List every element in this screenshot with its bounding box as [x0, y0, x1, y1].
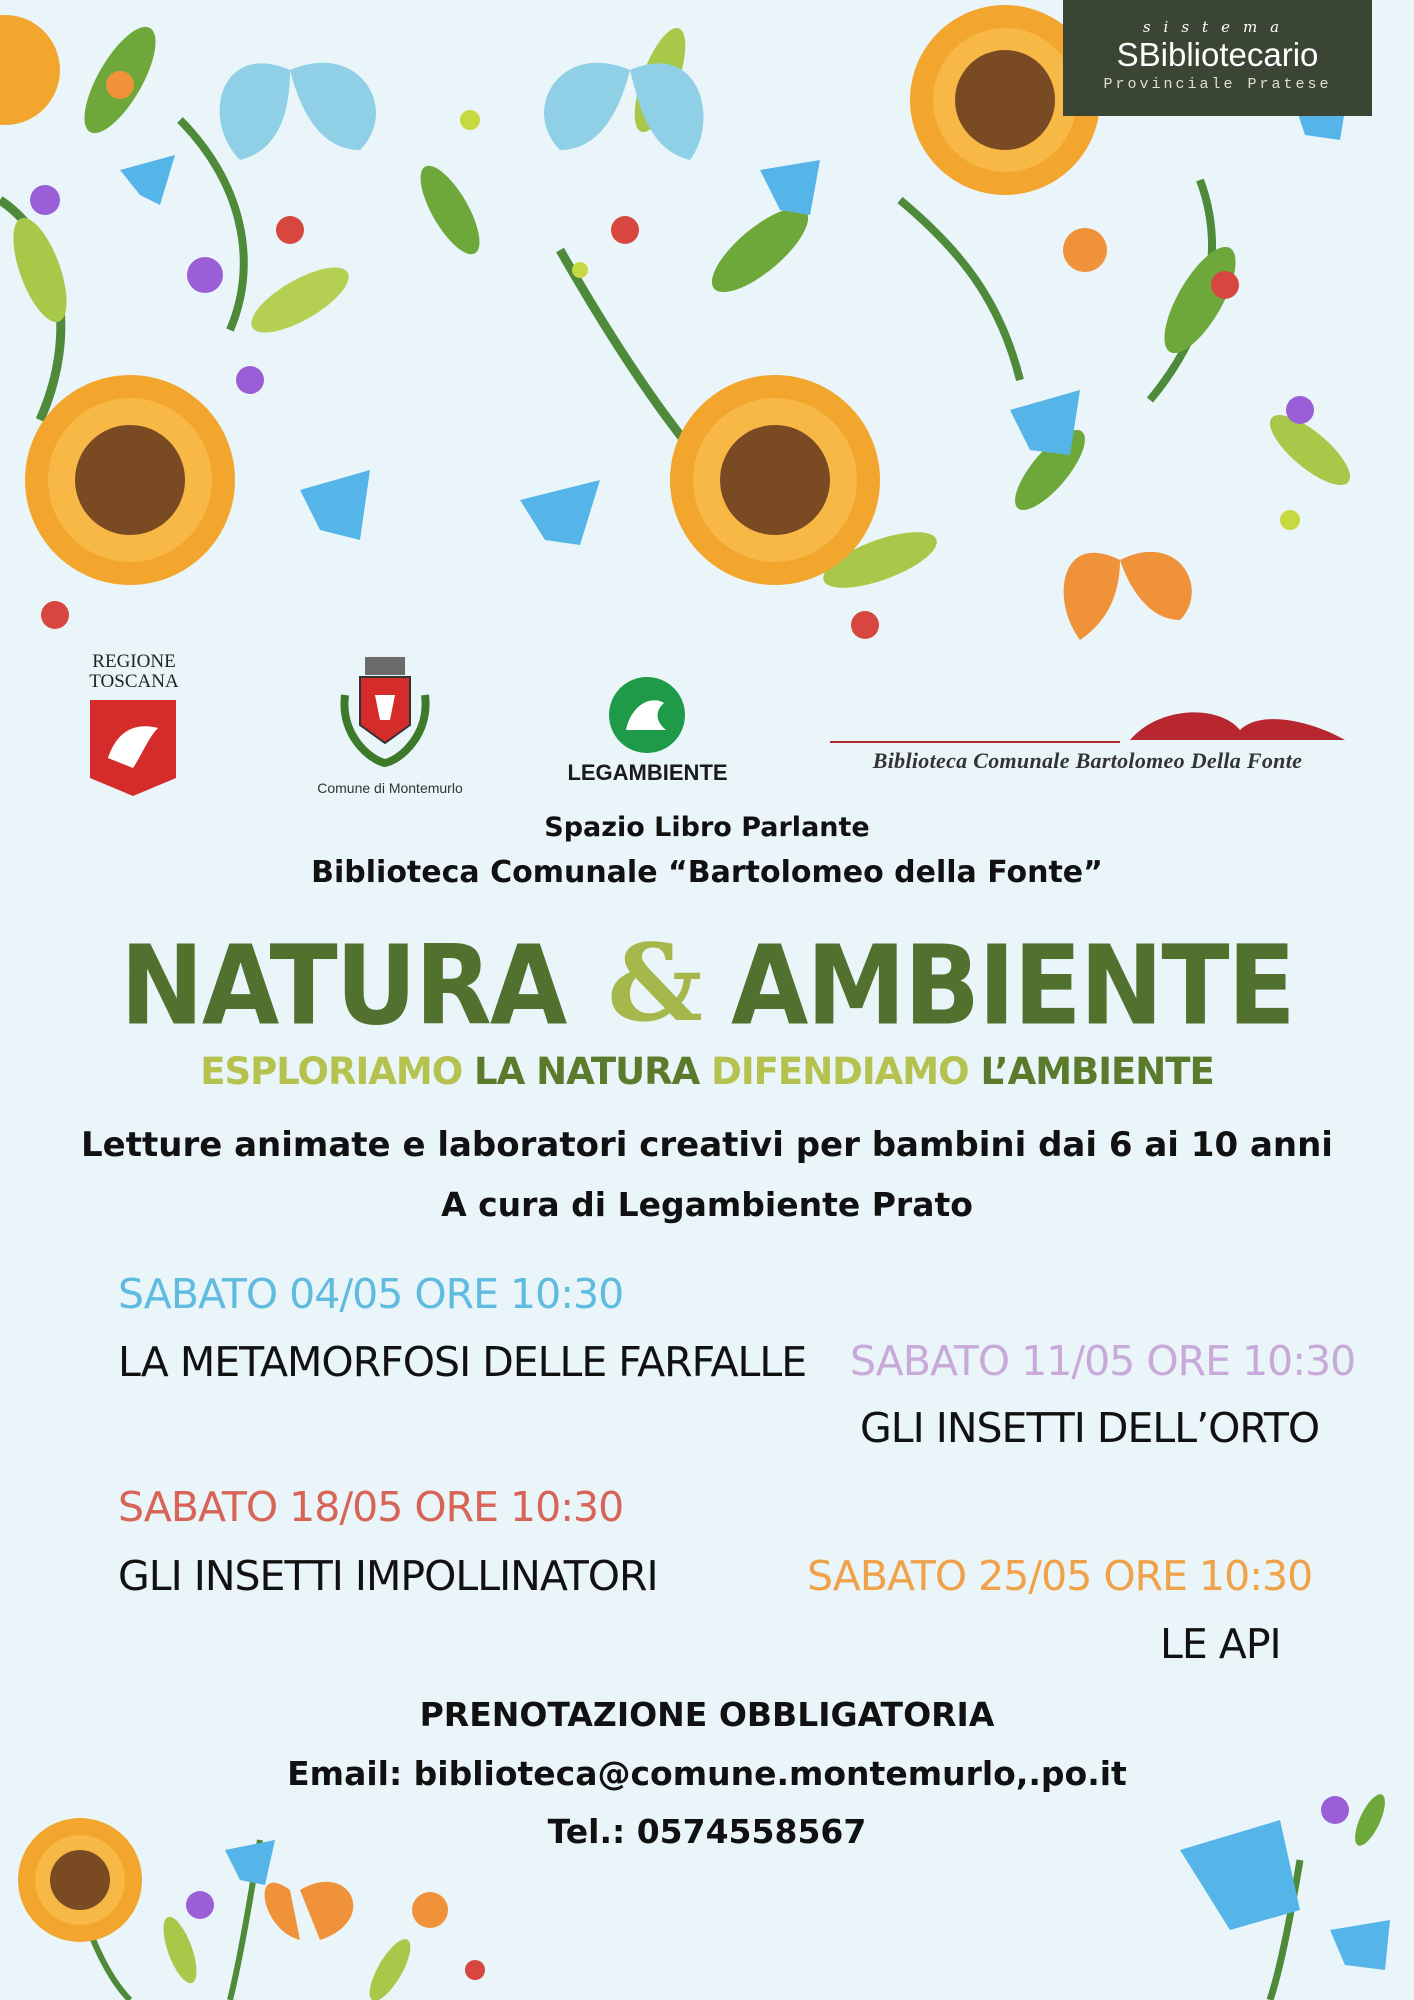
legambiente-label: LEGAMBIENTE [567, 760, 728, 785]
event-title: LA METAMORFOSI DELLE FARFALLE [118, 1338, 807, 1386]
title-ampersand: & [607, 920, 703, 1045]
subtitle-part-4: L’AMBIENTE [980, 1050, 1214, 1093]
booking-title: PRENOTAZIONE OBBLIGATORIA [419, 1695, 995, 1734]
event-title: GLI INSETTI DELL’ORTO [860, 1404, 1320, 1452]
booking-email[interactable]: Email: biblioteca@comune.montemurlo,.po.it [287, 1754, 1127, 1793]
event-title: LE API [1160, 1620, 1281, 1668]
subtitle-part-1: ESPLORIAMO [200, 1050, 463, 1093]
title-word-natura: NATURA [120, 921, 566, 1050]
legambiente-swan-icon [606, 675, 688, 755]
badge-main-text: SBibliotecario [1116, 36, 1319, 73]
event-date: SABATO 25/05 ORE 10:30 [807, 1552, 1313, 1600]
venue-line-1: Spazio Libro Parlante [544, 812, 870, 843]
booking-phone[interactable]: Tel.: 0574558567 [547, 1812, 867, 1851]
biblioteca-book-icon [830, 700, 1345, 746]
badge-bottom-text: Provinciale Pratese [1103, 76, 1332, 93]
montemurlo-crest-icon [330, 655, 440, 775]
regione-toscana-label: REGIONE TOSCANA [89, 651, 179, 692]
event-date: SABATO 11/05 ORE 10:30 [850, 1337, 1356, 1385]
montemurlo-label: Comune di Montemurlo [317, 780, 463, 796]
venue-line-2: Biblioteca Comunale “Bartolomeo della Fonte” [311, 855, 1103, 890]
event-date: SABATO 18/05 ORE 10:30 [118, 1483, 624, 1531]
subtitle-part-2: LA NATURA [474, 1050, 700, 1093]
subtitle-part-3: DIFENDIAMO [711, 1050, 969, 1093]
regione-toscana-shield-icon [88, 698, 178, 798]
page-title [0, 920, 1414, 1050]
bug-dots [30, 71, 1314, 639]
biblioteca-label: Biblioteca Comunale Bartolomeo Della Fonte [872, 748, 1303, 773]
event-date: SABATO 04/05 ORE 10:30 [118, 1270, 624, 1318]
description-line-1: Letture animate e laboratori creativi per bambini dai 6 ai 10 anni [81, 1125, 1333, 1165]
event-title: GLI INSETTI IMPOLLINATORI [118, 1552, 658, 1600]
floral-illustration-bottom [0, 1780, 1414, 2000]
sistema-bibliotecario-badge [1063, 0, 1372, 116]
title-word-ambiente: AMBIENTE [730, 921, 1294, 1050]
badge-top-text: sistema [1142, 18, 1293, 36]
description-line-2: A cura di Legambiente Prato [441, 1185, 973, 1224]
subtitle [0, 1050, 1414, 1093]
